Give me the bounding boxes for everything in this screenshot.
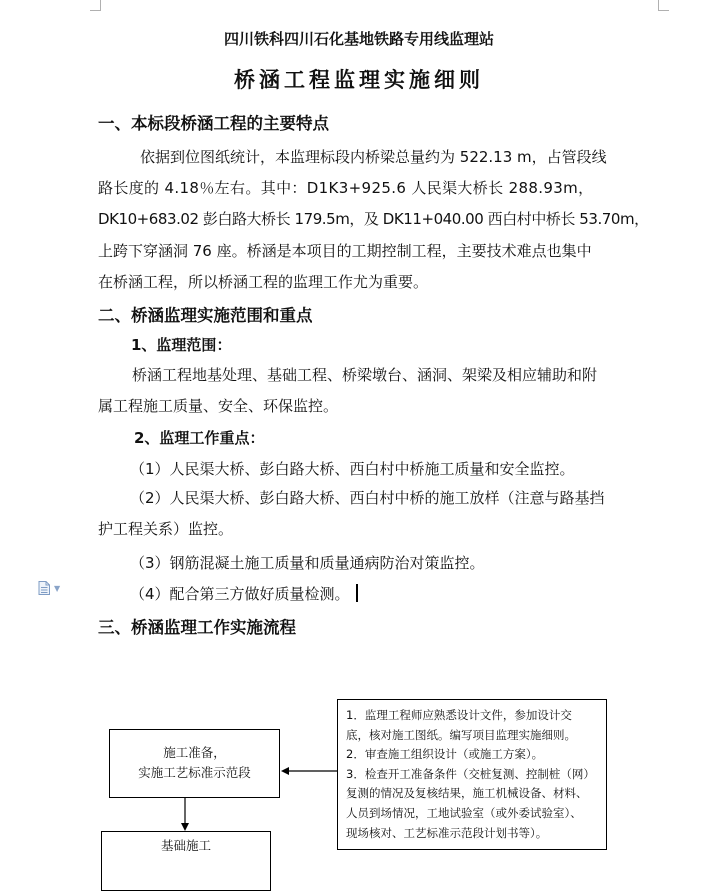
- focus-item-3: （3）钢筋混凝土施工质量和质量通病防治对策监控。: [130, 554, 485, 572]
- focus-item-1: （1）人民渠大桥、彭白路大桥、西白村中桥施工质量和安全监控。: [130, 460, 575, 478]
- note-line: 2．审查施工组织设计（或施工方案）。: [346, 747, 544, 762]
- focus-item-2: [98, 483, 652, 545]
- subsection-2-heading: 2、监理工作重点：: [134, 429, 265, 447]
- paragraph-line: 在桥涵工程，所以桥涵工程的监理工作尤为重要。: [98, 272, 429, 291]
- document-header: 四川铁科四川石化基地铁路专用线监理站: [223, 30, 494, 48]
- flow-box-line: 实施工艺标准示范段: [138, 765, 251, 780]
- focus-item-4: （4）配合第三方做好质量检测。: [130, 585, 350, 603]
- paragraph-line: （2）人民渠大桥、彭白路大桥、西白村中桥的施工放样（注意与路基挡: [130, 489, 605, 507]
- page-corner-mark-right: [658, 0, 669, 11]
- section-1-paragraph: [98, 142, 652, 298]
- paragraph-line: 桥涵工程地基处理、基础工程、桥梁墩台、涵洞、架梁及相应辅助和附: [132, 366, 598, 384]
- paragraph-line: 依据到位图纸统计，本监理标段内桥梁总量约为 522.13 m，占管段线: [140, 148, 607, 166]
- section-2-heading: 二、桥涵监理实施范围和重点: [98, 306, 313, 325]
- paragraph-line: 护工程关系）监控。: [98, 520, 234, 539]
- note-line: 复测的情况及复核结果，施工机械设备、材料、: [346, 786, 588, 801]
- flow-box-line: 施工准备，: [163, 745, 226, 760]
- note-line: 底，核对施工图纸。编写项目监理实施细则。: [346, 727, 576, 742]
- flow-box-line: 基础施工: [160, 838, 211, 853]
- chevron-down-icon[interactable]: ▼: [54, 584, 61, 593]
- note-line: 人员到场情况，工地试验室（或外委试验室）、: [346, 805, 582, 820]
- note-line: 3．检查开工准备条件（交桩复测、控制桩（网）: [346, 766, 595, 781]
- flow-arrowhead: [281, 767, 289, 775]
- paragraph-line: 上跨下穿涵洞 76 座。桥涵是本项目的工期控制工程，主要技术难点也集中: [98, 241, 592, 260]
- flow-note-box: [337, 699, 607, 850]
- paragraph-line: DK10+683.02 彭白路大桥长 179.5m，及 DK11+040.00 西白村中桥长 53.70m，: [98, 210, 649, 229]
- section-1-heading: 一、本标段桥涵工程的主要特点: [98, 114, 329, 133]
- flow-box-foundation: [101, 831, 271, 891]
- document-title: 桥涵工程监理实施细则: [234, 68, 484, 92]
- paragraph-line: 属工程施工质量、安全、环保监控。: [98, 397, 339, 416]
- flow-arrowhead: [181, 823, 189, 831]
- subsection-1-heading: 1、监理范围：: [131, 336, 232, 354]
- page-corner-mark-left: [90, 0, 101, 11]
- focus-item-4-line: [130, 583, 358, 604]
- flow-box-preparation: [109, 729, 280, 798]
- paragraph-line: 路长度的 4.18％左右。其中：D1K3+925.6 人民渠大桥长 288.93m，: [98, 179, 594, 198]
- paragraph-layout-icon[interactable]: [38, 581, 50, 595]
- note-line: 现场核对、工艺标准示范段计划书等）。: [346, 825, 548, 840]
- subsection-1-paragraph: [98, 360, 652, 422]
- note-line: 1．监理工程师应熟悉设计文件，参加设计交: [346, 708, 572, 722]
- text-cursor: [356, 584, 358, 602]
- section-3-heading: 三、桥涵监理工作实施流程: [98, 618, 296, 637]
